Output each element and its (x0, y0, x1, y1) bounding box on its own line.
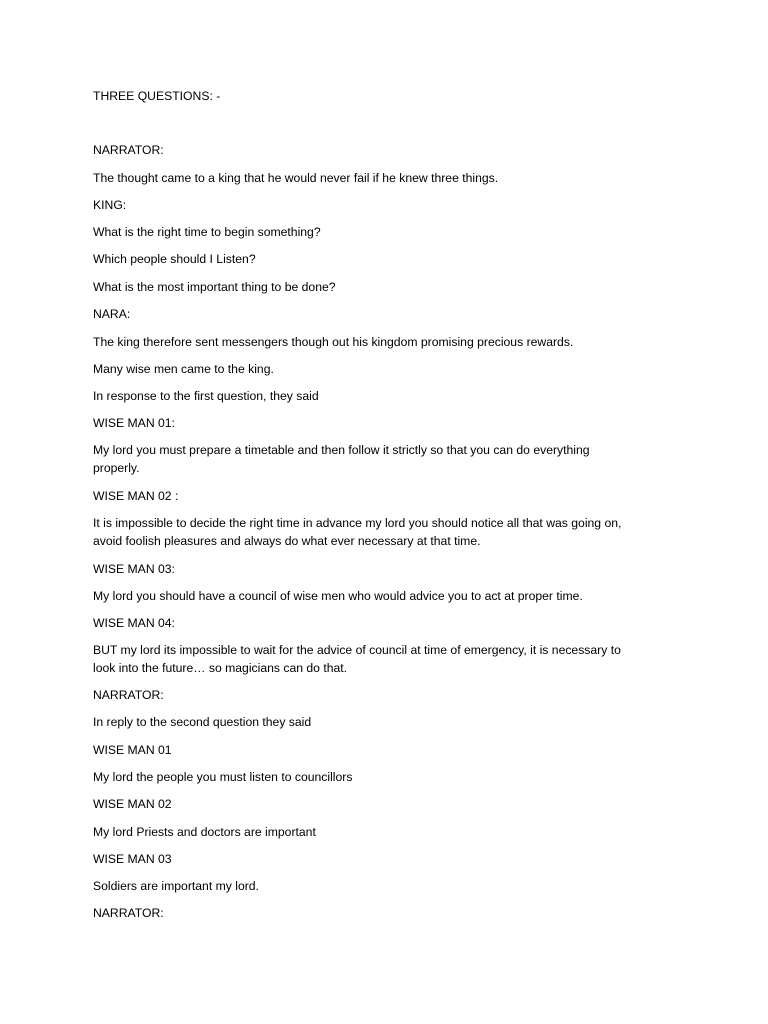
dialogue-line: In response to the first question, they said (93, 389, 319, 403)
dialogue-line: properly. (93, 461, 140, 475)
speaker-label: WISE MAN 03 (93, 852, 172, 866)
dialogue-paragraph (93, 641, 668, 677)
dialogue-line: look into the future… so magicians can do that. (93, 661, 348, 675)
dialogue-line: What is the most important thing to be done? (93, 280, 336, 294)
speaker-label: WISE MAN 01: (93, 416, 175, 430)
dialogue-line: In reply to the second question they said (93, 715, 312, 729)
dialogue-paragraph (93, 441, 668, 477)
dialogue-line: My lord you must prepare a timetable and then follow it strictly so that you can do everything (93, 443, 590, 457)
speaker-label: WISE MAN 03: (93, 562, 175, 576)
dialogue-line: My lord Priests and doctors are important (93, 825, 316, 839)
speaker-label: WISE MAN 01 (93, 743, 172, 757)
speaker-label: WISE MAN 02 (93, 797, 172, 811)
dialogue-line: Many wise men came to the king. (93, 362, 274, 376)
dialogue-line: My lord you should have a council of wise men who would advice you to act at proper time. (93, 589, 583, 603)
dialogue-line: The king therefore sent messengers though out his kingdom promising precious rewards. (93, 335, 574, 349)
speaker-label: NARRATOR: (93, 143, 164, 157)
dialogue-line: BUT my lord its impossible to wait for the advice of council at time of emergency, it is necessary to (93, 643, 621, 657)
dialogue-line: Soldiers are important my lord. (93, 879, 259, 893)
dialogue-paragraph (93, 514, 668, 550)
speaker-label: NARRATOR: (93, 906, 164, 920)
speaker-label: NARRATOR: (93, 688, 164, 702)
dialogue-line: It is impossible to decide the right time in advance my lord you should notice all that was going on, (93, 516, 622, 530)
dialogue-line: What is the right time to begin something? (93, 225, 321, 239)
dialogue-line: The thought came to a king that he would never fail if he knew three things. (93, 171, 499, 185)
dialogue-line: Which people should I Listen? (93, 252, 256, 266)
speaker-label: KING: (93, 198, 127, 212)
document-title: THREE QUESTIONS: - (93, 89, 221, 103)
speaker-label: NARA: (93, 307, 131, 321)
speaker-label: WISE MAN 02 : (93, 489, 179, 503)
dialogue-line: My lord the people you must listen to councillors (93, 770, 353, 784)
dialogue-line: avoid foolish pleasures and always do what ever necessary at that time. (93, 534, 481, 548)
speaker-label: WISE MAN 04: (93, 616, 175, 630)
